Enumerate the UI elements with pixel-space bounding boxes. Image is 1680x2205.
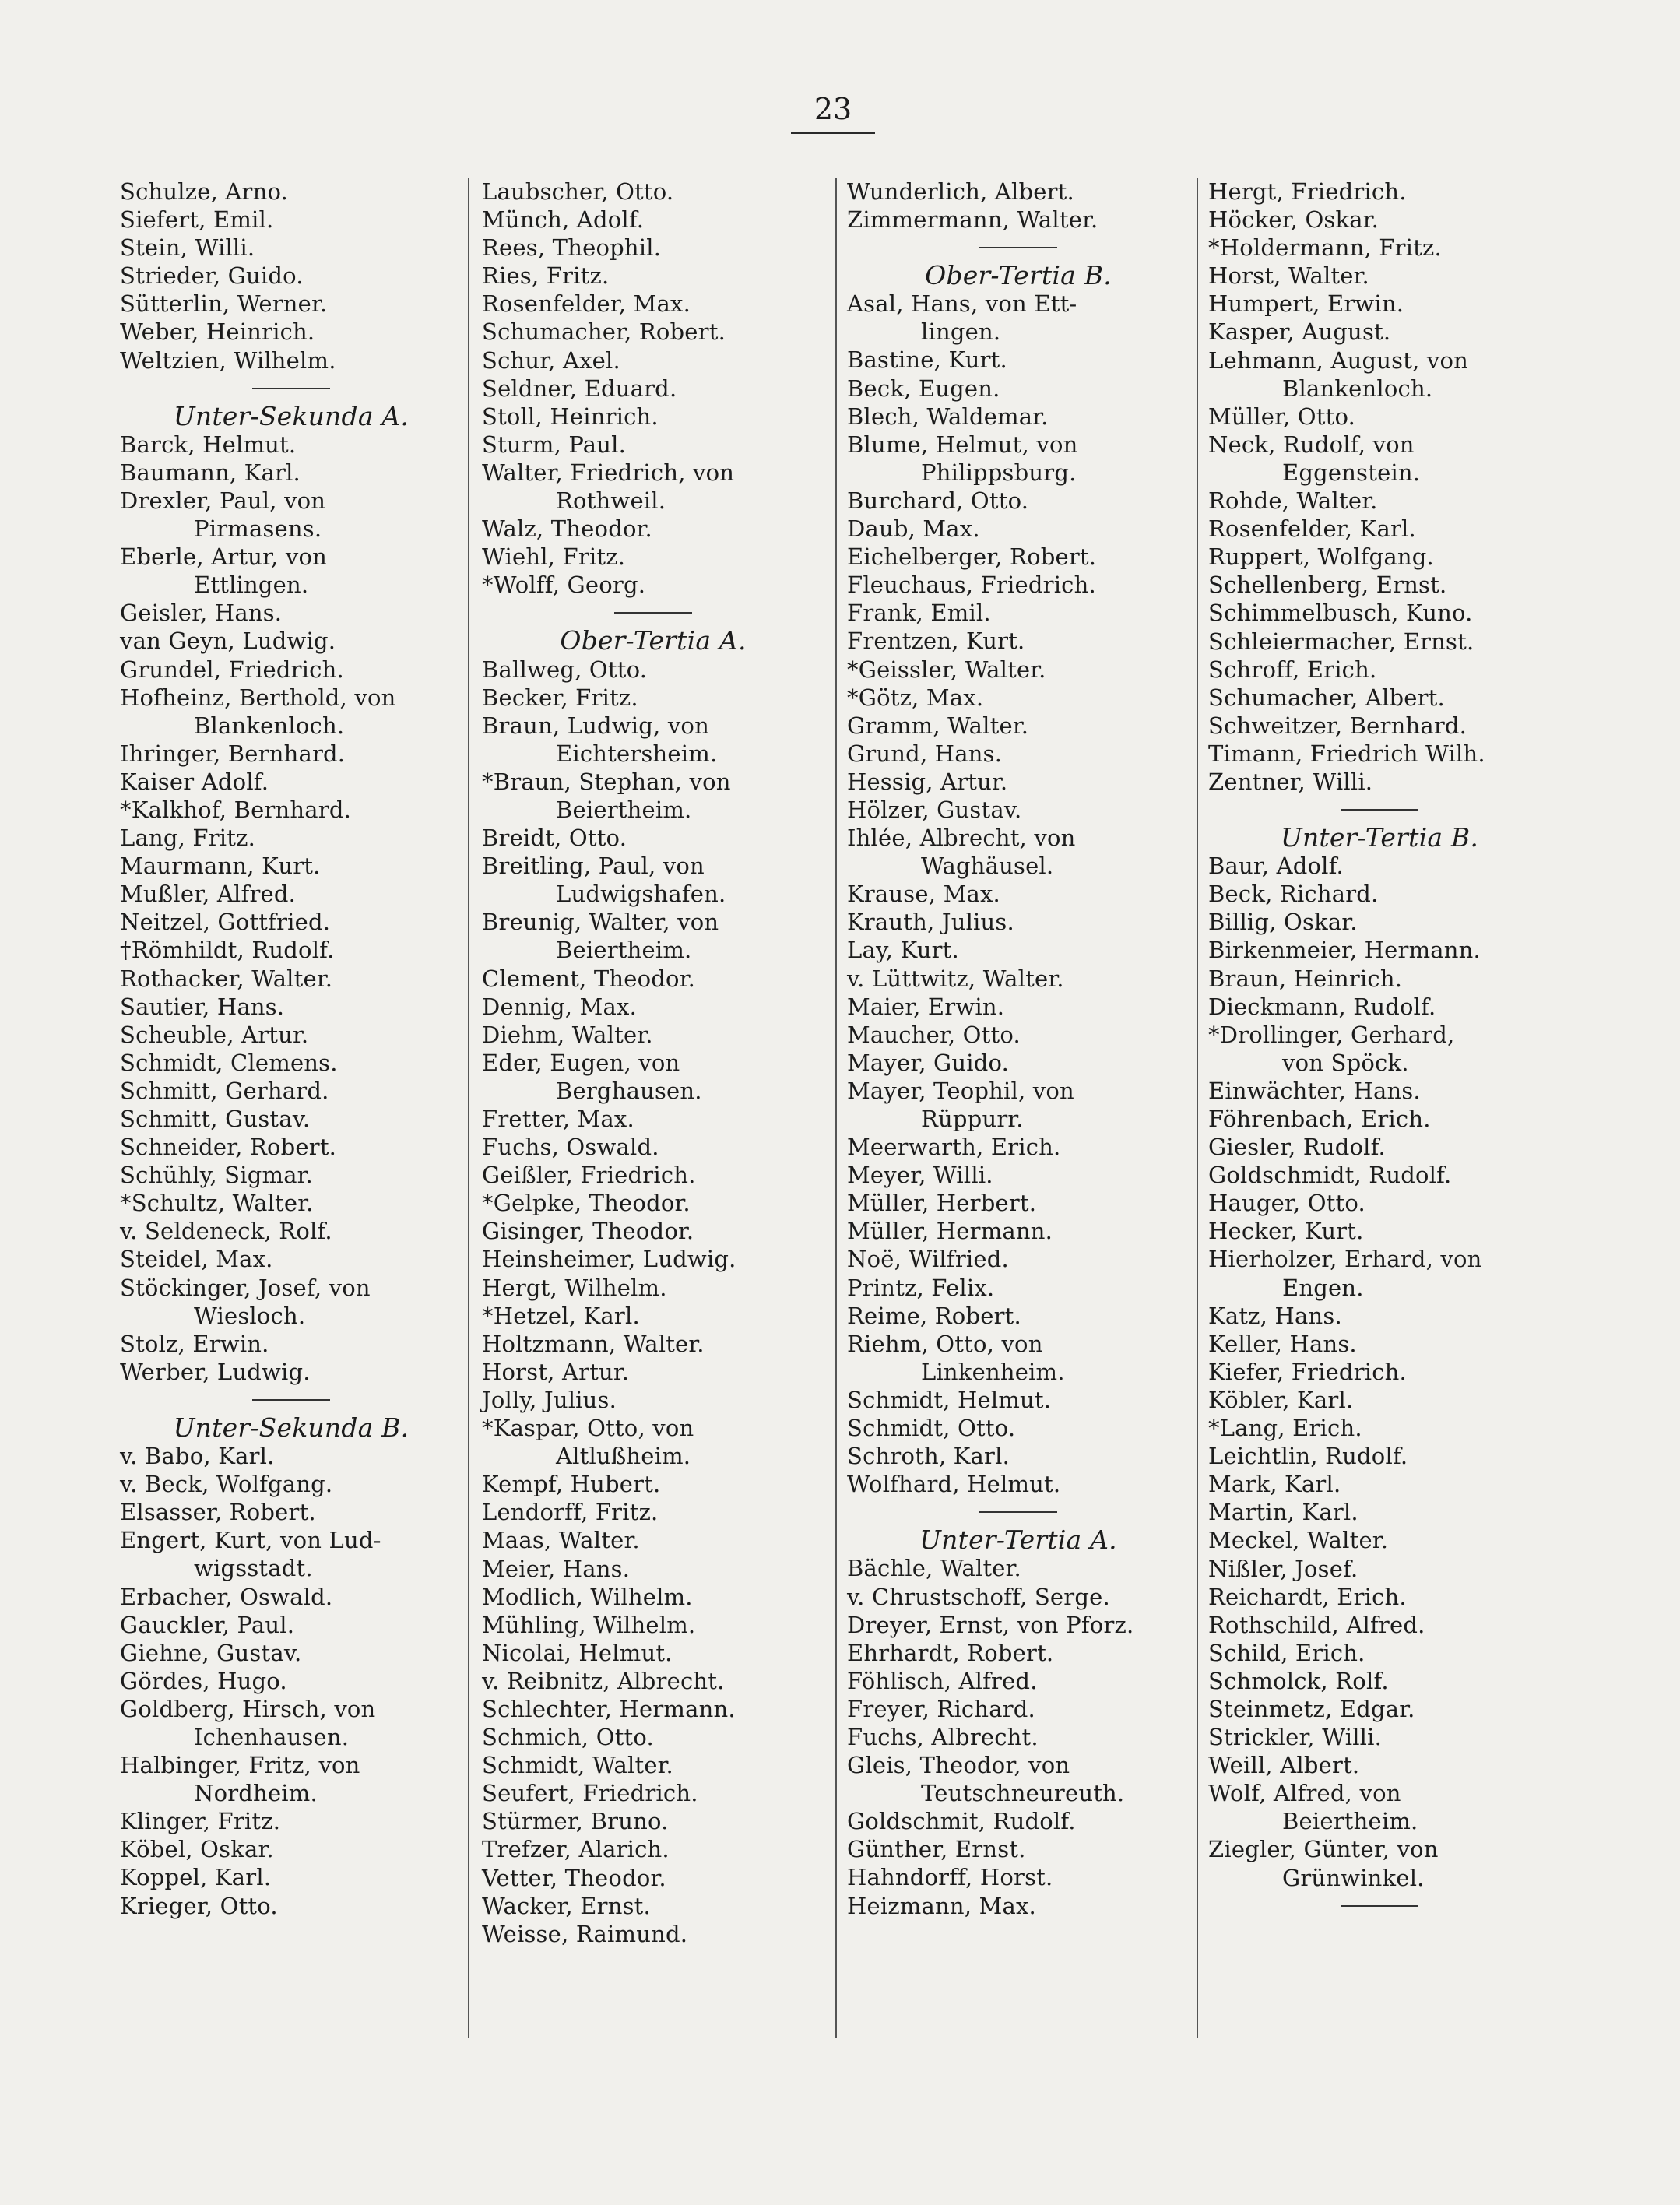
separator-rule	[614, 612, 692, 614]
student-name: *Kaspar, Otto, von	[482, 1415, 694, 1442]
student-name: Köbel, Oskar.	[120, 1836, 274, 1863]
student-name: Schneider, Robert.	[120, 1134, 337, 1161]
student-name: Clement, Theodor.	[482, 965, 696, 992]
separator-rule	[252, 388, 330, 389]
student-name: Föhlisch, Alfred.	[847, 1667, 1038, 1694]
student-hometown: wigsstadt.	[194, 1555, 313, 1582]
student-name: Leichtlin, Rudolf.	[1208, 1443, 1408, 1470]
student-name: Sütterlin, Werner.	[120, 290, 328, 318]
student-name: Printz, Felix.	[847, 1274, 995, 1301]
student-name: Rothschild, Alfred.	[1208, 1611, 1425, 1638]
student-hometown: Linkenheim.	[921, 1358, 1065, 1385]
student-name: Lang, Fritz.	[120, 825, 256, 852]
student-name: Neck, Rudolf, von	[1208, 431, 1415, 458]
student-name: Eberle, Artur, von	[120, 543, 328, 571]
student-name: *Holdermann, Fritz.	[1208, 234, 1442, 262]
student-name: Stöckinger, Josef, von	[120, 1274, 371, 1301]
student-name: Halbinger, Fritz, von	[120, 1752, 360, 1779]
student-hometown: Rüppurr.	[921, 1106, 1024, 1132]
separator-rule	[1341, 1905, 1418, 1907]
student-name: Braun, Ludwig, von	[482, 712, 709, 739]
student-name: Breunig, Walter, von	[482, 909, 719, 936]
student-name: Stein, Willi.	[120, 234, 255, 262]
student-name: Gauckler, Paul.	[120, 1611, 295, 1638]
student-name: Hergt, Wilhelm.	[482, 1274, 667, 1301]
student-name: Wunderlich, Albert.	[847, 178, 1074, 205]
student-name: Ihringer, Bernhard.	[120, 740, 346, 767]
student-name: *Kalkhof, Bernhard.	[120, 796, 352, 823]
student-name: Birkenmeier, Hermann.	[1208, 937, 1481, 964]
student-name: Schroff, Erich.	[1208, 656, 1377, 683]
class-heading: Ober-Tertia B.	[925, 260, 1112, 291]
student-name: Hergt, Friedrich.	[1208, 178, 1407, 205]
student-name: Fuchs, Albrecht.	[847, 1723, 1039, 1750]
student-hometown: Blankenloch.	[1282, 375, 1433, 402]
student-name: Maier, Erwin.	[847, 993, 1005, 1020]
student-name: Nißler, Josef.	[1208, 1555, 1358, 1582]
student-name: Koppel, Karl.	[120, 1864, 272, 1891]
student-name: Dennig, Max.	[482, 993, 637, 1020]
separator-rule	[979, 1511, 1057, 1513]
student-name: Schlechter, Hermann.	[482, 1695, 736, 1722]
student-name: Heinsheimer, Ludwig.	[482, 1246, 736, 1273]
student-hometown: Teutschneureuth.	[921, 1780, 1125, 1807]
student-name: Holtzmann, Walter.	[482, 1330, 705, 1357]
student-name: Neitzel, Gottfried.	[120, 909, 331, 936]
student-name: Siefert, Emil.	[120, 206, 274, 234]
student-name: Hahndorff, Horst.	[847, 1864, 1053, 1891]
student-name: v. Babo, Karl.	[120, 1443, 275, 1470]
student-hometown: Eichtersheim.	[556, 740, 718, 767]
student-name: Jolly, Julius.	[482, 1386, 617, 1413]
student-name: Schumacher, Albert.	[1208, 684, 1445, 711]
student-name: Rees, Theophil.	[482, 234, 662, 262]
student-hometown: Ettlingen.	[194, 571, 309, 599]
student-hometown: Nordheim.	[194, 1780, 318, 1807]
student-name: *Schultz, Walter.	[120, 1190, 314, 1217]
student-name: Beck, Eugen.	[847, 375, 1000, 402]
student-name: Gleis, Theodor, von	[847, 1752, 1070, 1779]
student-name: Grund, Hans.	[847, 740, 1003, 767]
student-name: Maucher, Otto.	[847, 1021, 1021, 1048]
student-name: Frank, Emil.	[847, 600, 991, 627]
student-name: Geisler, Hans.	[120, 600, 283, 627]
student-name: *Lang, Erich.	[1208, 1415, 1362, 1442]
student-name: Weber, Heinrich.	[120, 318, 315, 346]
student-name: Reichardt, Erich.	[1208, 1583, 1407, 1610]
student-name: Zentner, Willi.	[1208, 768, 1373, 795]
student-name: Schleiermacher, Ernst.	[1208, 628, 1474, 655]
student-name: Schmidt, Walter.	[482, 1752, 673, 1779]
student-name: Schühly, Sigmar.	[120, 1162, 313, 1189]
student-name: van Geyn, Ludwig.	[120, 628, 336, 655]
student-name: Sturm, Paul.	[482, 431, 627, 458]
student-name: Rohde, Walter.	[1208, 487, 1378, 515]
student-name: Müller, Otto.	[1208, 403, 1356, 430]
student-name: Fuchs, Oswald.	[482, 1134, 659, 1161]
student-name: Seufert, Friedrich.	[482, 1780, 698, 1807]
student-name: Gramm, Walter.	[847, 712, 1029, 739]
student-name: Steinmetz, Edgar.	[1208, 1695, 1415, 1722]
student-name: Münch, Adolf.	[482, 206, 645, 234]
student-name: Ballweg, Otto.	[482, 656, 648, 683]
student-name: Kaiser Adolf.	[120, 768, 269, 795]
student-hometown: Eggenstein.	[1282, 459, 1421, 486]
student-name: Stoll, Heinrich.	[482, 403, 659, 430]
student-name: Timann, Friedrich Wilh.	[1208, 740, 1485, 767]
student-name: v. Lüttwitz, Walter.	[847, 965, 1064, 992]
student-name: Müller, Herbert.	[847, 1190, 1037, 1217]
student-name: Schur, Axel.	[482, 346, 620, 374]
student-name: Nicolai, Helmut.	[482, 1639, 673, 1666]
student-name: Klinger, Fritz.	[120, 1808, 281, 1835]
student-name: Maurmann, Kurt.	[120, 853, 321, 880]
student-name: Horst, Artur.	[482, 1358, 630, 1385]
student-name: Kempf, Hubert.	[482, 1471, 661, 1498]
student-name: Meyer, Willi.	[847, 1162, 993, 1189]
student-name: Hofheinz, Berthold, von	[120, 684, 396, 711]
student-name: Krauth, Julius.	[847, 909, 1014, 936]
student-hometown: Wiesloch.	[194, 1302, 306, 1329]
student-name: Rosenfelder, Karl.	[1208, 515, 1416, 543]
student-name: Scheuble, Artur.	[120, 1021, 309, 1048]
student-name: Goldberg, Hirsch, von	[120, 1695, 376, 1722]
student-name: Grundel, Friedrich.	[120, 656, 344, 683]
separator-rule	[1341, 809, 1418, 811]
student-hometown: Beiertheim.	[556, 937, 692, 964]
student-name: Schulze, Arno.	[120, 178, 289, 205]
class-heading: Unter-Sekunda B.	[173, 1412, 409, 1443]
column-divider	[835, 178, 837, 2038]
separator-rule	[979, 247, 1057, 248]
student-name: Weill, Albert.	[1208, 1752, 1360, 1779]
student-name: Elsasser, Robert.	[120, 1499, 316, 1526]
student-name: Stürmer, Bruno.	[482, 1808, 669, 1835]
student-hometown: Beiertheim.	[1282, 1808, 1418, 1835]
student-hometown: Waghäusel.	[921, 853, 1054, 880]
student-name: Horst, Walter.	[1208, 262, 1369, 290]
column-divider	[468, 178, 469, 2038]
student-name: Breidt, Otto.	[482, 825, 627, 852]
class-heading: Unter-Tertia A.	[919, 1525, 1117, 1556]
student-name: Blume, Helmut, von	[847, 431, 1078, 458]
separator-rule	[252, 1399, 330, 1401]
student-name: Wolf, Alfred, von	[1208, 1780, 1401, 1807]
student-hometown: von Spöck.	[1282, 1049, 1409, 1076]
student-name: Barck, Helmut.	[120, 431, 297, 458]
student-name: Reime, Robert.	[847, 1302, 1021, 1329]
student-name: Geißler, Friedrich.	[482, 1162, 696, 1189]
student-name: Krieger, Otto.	[120, 1892, 278, 1919]
student-name: Schumacher, Robert.	[482, 318, 726, 346]
student-name: Walz, Theodor.	[482, 515, 652, 543]
student-hometown: Altlußheim.	[556, 1443, 691, 1470]
student-name: Frentzen, Kurt.	[847, 628, 1025, 655]
student-name: Engert, Kurt, von Lud-	[120, 1527, 381, 1554]
student-name: Hessig, Artur.	[847, 768, 1008, 795]
student-hometown: Rothweil.	[556, 487, 666, 515]
class-heading: Unter-Sekunda A.	[173, 400, 409, 431]
student-name: Giehne, Gustav.	[120, 1639, 302, 1666]
student-name: Schmidt, Clemens.	[120, 1049, 338, 1076]
student-name: Meckel, Walter.	[1208, 1527, 1389, 1554]
student-name: *Gelpke, Theodor.	[482, 1190, 691, 1217]
student-name: Schmidt, Otto.	[847, 1415, 1016, 1442]
student-name: Schmitt, Gerhard.	[120, 1077, 329, 1104]
student-hometown: Engen.	[1282, 1274, 1364, 1301]
student-name: Ihlée, Albrecht, von	[847, 825, 1076, 852]
student-name: Humpert, Erwin.	[1208, 290, 1404, 318]
student-name: Schweitzer, Bernhard.	[1208, 712, 1467, 739]
student-name: Braun, Heinrich.	[1208, 965, 1403, 992]
student-name: Wolfhard, Helmut.	[847, 1471, 1061, 1498]
student-name: Einwächter, Hans.	[1208, 1077, 1421, 1104]
student-name: Wacker, Ernst.	[482, 1892, 651, 1919]
student-name: Blech, Waldemar.	[847, 403, 1049, 430]
column-3	[847, 178, 1190, 1920]
student-name: Höcker, Oskar.	[1208, 206, 1379, 234]
student-name: Beck, Richard.	[1208, 881, 1379, 908]
student-name: Hecker, Kurt.	[1208, 1218, 1364, 1245]
student-name: Vetter, Theodor.	[482, 1864, 666, 1891]
student-name: Bastine, Kurt.	[847, 346, 1007, 374]
student-hometown: Beiertheim.	[556, 796, 692, 823]
student-name: Gisinger, Theodor.	[482, 1218, 694, 1245]
student-name: Gördes, Hugo.	[120, 1667, 287, 1694]
student-hometown: Ludwigshafen.	[556, 881, 726, 908]
student-name: Eichelberger, Robert.	[847, 543, 1097, 571]
student-name: Weisse, Raimund.	[482, 1920, 688, 1947]
student-name: Drexler, Paul, von	[120, 487, 326, 514]
student-name: Steidel, Max.	[120, 1246, 273, 1273]
student-name: *Drollinger, Gerhard,	[1208, 1021, 1455, 1048]
student-name: Hauger, Otto.	[1208, 1190, 1365, 1217]
student-name: Werber, Ludwig.	[120, 1358, 311, 1385]
student-name: Mayer, Teophil, von	[847, 1077, 1074, 1104]
column-divider	[1197, 178, 1198, 2038]
student-name: *Braun, Stephan, von	[482, 768, 731, 795]
column-1	[120, 178, 462, 1920]
student-name: Sautier, Hans.	[120, 993, 285, 1020]
student-name: Schimmelbusch, Kuno.	[1208, 600, 1473, 627]
student-name: *Wolff, Georg.	[482, 571, 646, 599]
student-name: Lehmann, August, von	[1208, 346, 1469, 374]
student-name: Lay, Kurt.	[847, 937, 959, 964]
student-hometown: Pirmasens.	[194, 515, 322, 543]
student-name: Laubscher, Otto.	[482, 178, 674, 205]
student-name: Seldner, Eduard.	[482, 375, 677, 402]
student-name: Meier, Hans.	[482, 1555, 631, 1582]
student-name: Zimmermann, Walter.	[847, 206, 1098, 234]
student-name: Schild, Erich.	[1208, 1639, 1365, 1666]
page-number: 23	[814, 92, 852, 126]
student-name: Erbacher, Oswald.	[120, 1583, 333, 1610]
student-name: Asal, Hans, von Ett-	[847, 290, 1077, 318]
student-name: Ries, Fritz.	[482, 262, 610, 290]
column-2	[482, 178, 824, 1948]
student-name: Köbler, Karl.	[1208, 1386, 1354, 1413]
student-name: Schmidt, Helmut.	[847, 1386, 1052, 1413]
class-heading: Unter-Tertia B.	[1280, 822, 1479, 853]
student-name: Wiehl, Fritz.	[482, 543, 626, 571]
student-name: Fretter, Max.	[482, 1106, 634, 1132]
student-name: Eder, Eugen, von	[482, 1049, 680, 1076]
student-name: Noë, Wilfried.	[847, 1246, 1009, 1273]
student-name: Breitling, Paul, von	[482, 853, 705, 880]
class-heading: Ober-Tertia A.	[560, 625, 747, 656]
student-name: Diehm, Walter.	[482, 1021, 653, 1048]
student-name: v. Seldeneck, Rolf.	[120, 1218, 332, 1245]
student-name: Billig, Oskar.	[1208, 909, 1358, 936]
student-name: Rosenfelder, Max.	[482, 290, 691, 318]
student-name: Schroth, Karl.	[847, 1443, 1010, 1470]
student-name: Walter, Friedrich, von	[482, 459, 735, 486]
student-name: Freyer, Richard.	[847, 1695, 1035, 1722]
student-name: Lendorff, Fritz.	[482, 1499, 659, 1526]
student-hometown: Berghausen.	[556, 1077, 702, 1104]
student-name: Bächle, Walter.	[847, 1555, 1021, 1582]
student-name: Riehm, Otto, von	[847, 1330, 1043, 1357]
student-name: Weltzien, Wilhelm.	[120, 346, 336, 374]
student-name: Kasper, August.	[1208, 318, 1391, 346]
student-name: Strickler, Willi.	[1208, 1724, 1383, 1751]
student-name: Kiefer, Friedrich.	[1208, 1358, 1407, 1385]
student-name: *Geissler, Walter.	[847, 656, 1046, 683]
student-name: Krause, Max.	[847, 881, 1000, 908]
student-name: Mühling, Wilhelm.	[482, 1611, 696, 1638]
student-name: v. Chrustschoff, Serge.	[847, 1583, 1110, 1610]
column-4	[1208, 178, 1551, 1920]
student-name: Modlich, Wilhelm.	[482, 1583, 693, 1610]
student-name: Goldschmidt, Rudolf.	[1208, 1162, 1452, 1189]
student-name: Heizmann, Max.	[847, 1892, 1036, 1919]
student-name: Mayer, Guido.	[847, 1049, 1010, 1076]
student-name: Ziegler, Günter, von	[1208, 1836, 1439, 1863]
student-name: Mußler, Alfred.	[120, 881, 297, 908]
student-name: v. Beck, Wolfgang.	[120, 1471, 333, 1498]
student-name: †Römhildt, Rudolf.	[120, 937, 335, 964]
student-hometown: Ichenhausen.	[194, 1723, 350, 1750]
student-name: Trefzer, Alarich.	[482, 1836, 670, 1863]
student-name: Hierholzer, Erhard, von	[1208, 1246, 1482, 1273]
student-name: Hölzer, Gustav.	[847, 796, 1022, 823]
student-name: Schmitt, Gustav.	[120, 1106, 311, 1132]
student-name: Ehrhardt, Robert.	[847, 1639, 1054, 1666]
student-name: Mark, Karl.	[1208, 1471, 1341, 1498]
student-hometown: Grünwinkel.	[1282, 1864, 1425, 1891]
student-name: Stolz, Erwin.	[120, 1330, 269, 1357]
student-name: Rothacker, Walter.	[120, 965, 333, 992]
student-name: Goldschmit, Rudolf.	[847, 1808, 1076, 1835]
student-name: Maas, Walter.	[482, 1527, 640, 1554]
student-name: Martin, Karl.	[1208, 1499, 1358, 1526]
student-name: Dreyer, Ernst, von Pforz.	[847, 1611, 1134, 1638]
student-name: Daub, Max.	[847, 515, 980, 543]
student-hometown: lingen.	[921, 318, 1001, 346]
student-name: Schmich, Otto.	[482, 1724, 654, 1751]
student-name: Dieckmann, Rudolf.	[1208, 993, 1436, 1020]
page-number-underline	[791, 132, 875, 134]
student-name: Günther, Ernst.	[847, 1836, 1026, 1863]
student-name: Katz, Hans.	[1208, 1302, 1342, 1329]
student-name: Föhrenbach, Erich.	[1208, 1106, 1431, 1132]
student-name: Baur, Adolf.	[1208, 853, 1344, 880]
student-name: Meerwarth, Erich.	[847, 1134, 1061, 1161]
student-name: v. Reibnitz, Albrecht.	[482, 1667, 725, 1694]
student-name: Schmolck, Rolf.	[1208, 1667, 1389, 1694]
student-hometown: Philippsburg.	[921, 459, 1077, 486]
student-name: Strieder, Guido.	[120, 262, 304, 290]
student-name: Schellenberg, Ernst.	[1208, 571, 1447, 599]
student-name: Ruppert, Wolfgang.	[1208, 543, 1434, 571]
student-hometown: Blankenloch.	[194, 712, 345, 739]
student-name: Fleuchaus, Friedrich.	[847, 571, 1096, 599]
student-name: *Götz, Max.	[847, 684, 984, 711]
student-name: Müller, Hermann.	[847, 1218, 1053, 1245]
student-name: *Hetzel, Karl.	[482, 1302, 640, 1329]
student-name: Keller, Hans.	[1208, 1330, 1357, 1357]
student-name: Becker, Fritz.	[482, 684, 638, 711]
student-name: Giesler, Rudolf.	[1208, 1134, 1386, 1161]
student-name: Burchard, Otto.	[847, 487, 1029, 514]
student-name: Baumann, Karl.	[120, 459, 301, 486]
